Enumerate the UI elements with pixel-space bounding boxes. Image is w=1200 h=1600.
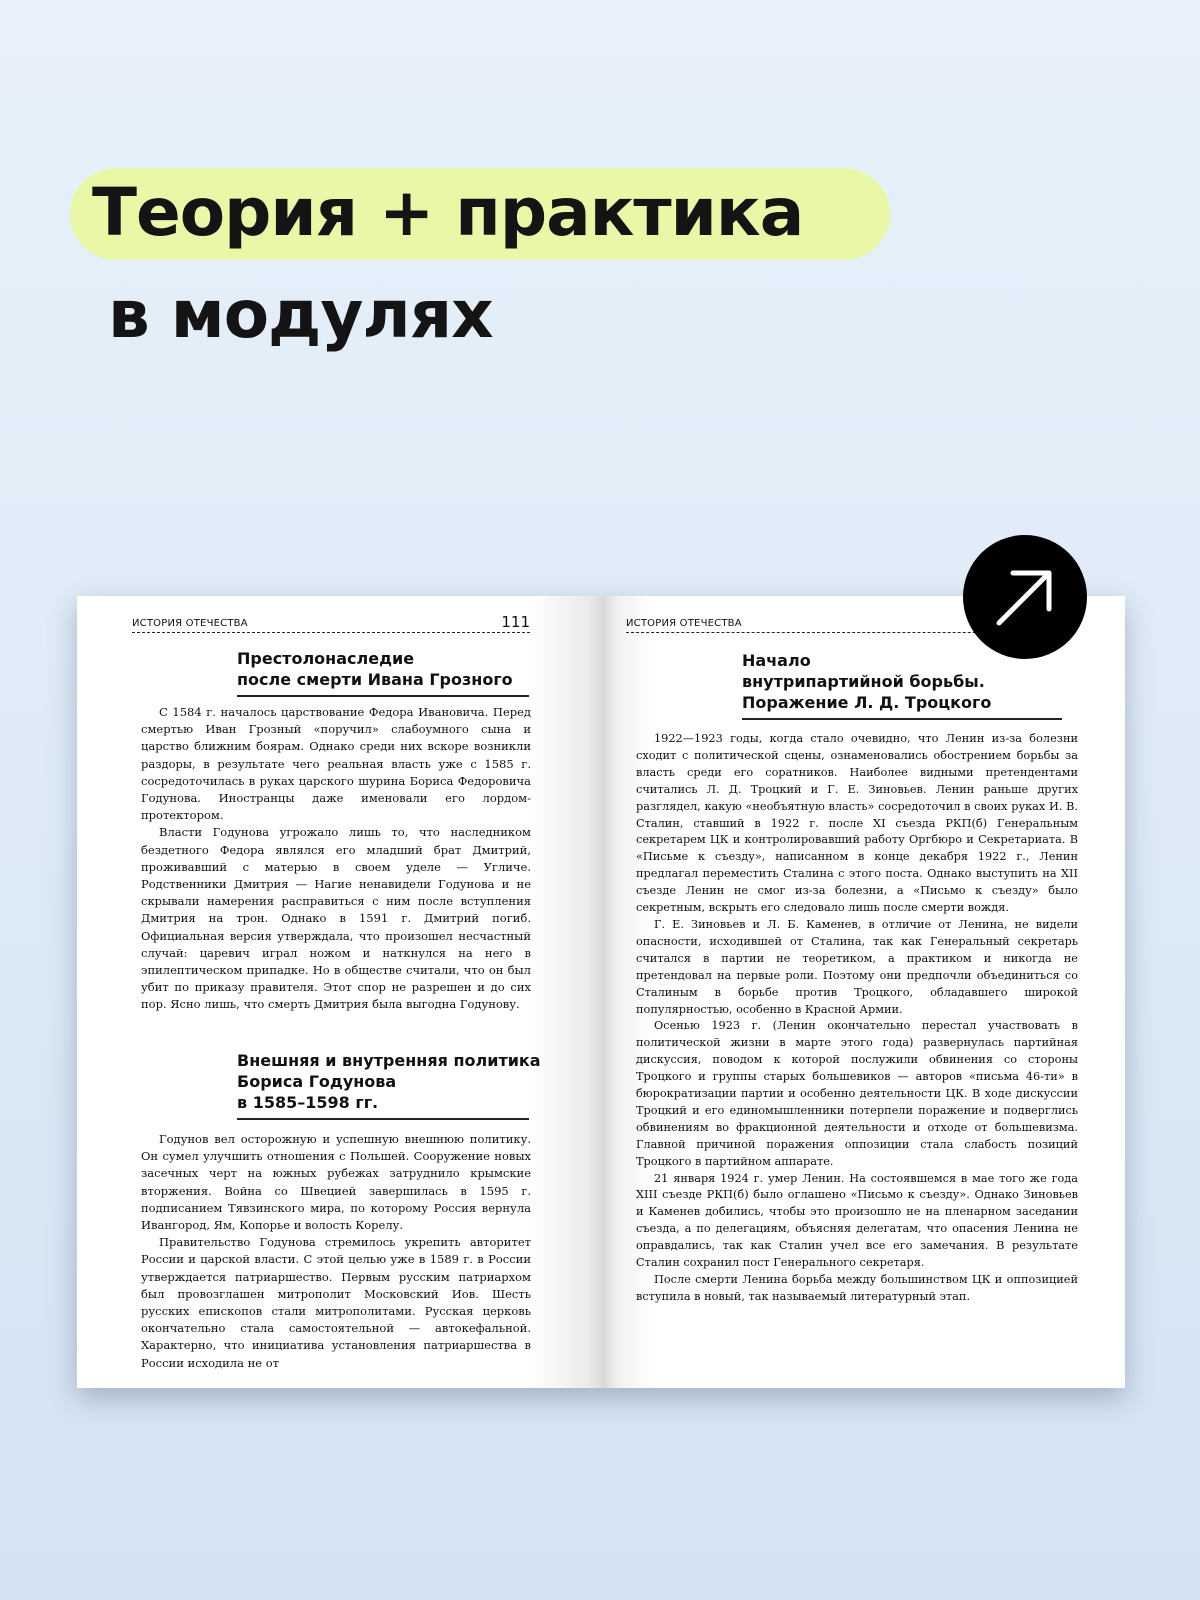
section-title-godunov-policy [237,1050,541,1120]
title-line: внутрипартийной борьбы. [742,672,985,691]
running-head-title: ИСТОРИЯ ОТЕЧЕСТВА [626,618,742,629]
section-title-party-struggle [742,650,1062,720]
section-body-party-struggle [636,731,1078,1306]
title-line: Бориса Годунова [237,1072,397,1091]
arrow-up-right-icon [991,563,1059,631]
open-link-button[interactable] [963,535,1087,659]
running-head-title: ИСТОРИЯ ОТЕЧЕСТВА [132,618,248,629]
title-line: Внешняя и внутренняя политика [237,1051,541,1070]
paragraph: Правительство Годунова стремилось укрепить авторитет России и царской власти. С этой целью уже в 1589 г. в России утверждается патриаршество. Первым русским патриархом был провозглашен митрополит Московский Иов. Шесть русских епископов стали митрополитами. Русская церковь окончательно стала самостоятельной — автокефальной. Характерно, что инициатива установления патриаршества в России исходила не от [141,1235,531,1370]
paragraph: Годунов вел осторожную и успешную внешнюю политику. Он сумел улучшить отношения с Польшей. Сооружение новых засечных черт на южных рубежах затруднило крымские вторжения. Война со Швецией завершилась в 1595 г. подписанием Тявзинского мира, по которому Россия вернула Ивангород, Ям, Копорье и волость Корелу. [141,1132,531,1233]
paragraph: 21 января 1924 г. умер Ленин. На состоявшемся в мае того же года XIII съезде РКП(б) было оглашено «Письмо к съезду». Однако Зиновьев и Каменев добились, чтобы это произошло не на пленарном заседании съезда, а по делегациям, объясняя делегатам, что опасения Ленина не оправдались, так как Сталин учел все его замечания. В результате Сталин сохранил пост Генерального секретаря. [636,1171,1078,1270]
right-page [602,596,1125,1388]
headline-line-1: Теория + практика [92,174,804,251]
paragraph: С 1584 г. началось царствование Федора Ивановича. Перед смертью Иван Грозный «поручил» слабоумного сына и царство ближним боярам. Однако среди них вскоре возникли раздоры, в результате чего реальная власть уже с 1585 г. сосредоточилась в руках царского шурина Бориса Федоровича Годунова. Иностранцы даже именовали его лордом-протектором. [141,705,531,823]
paragraph: Г. Е. Зиновьев и Л. Б. Каменев, в отличие от Ленина, не видели опасности, исходившей от Сталина, так как Генеральный секретарь считался в партии не теоретиком, а практиком и никогда не претендовал на первые роли. Поэтому они предпочли объединиться со Сталиным в борьбе против Троцкого, обладавшего широкой популярностью, особенно в Красной Армии. [636,917,1078,1016]
paragraph: Власти Годунова угрожало лишь то, что наследником бездетного Федора являлся его младший брат Дмитрий, проживавший с матерью в своем уделе — Угличе. Родственники Дмитрия — Нагие ненавидели Годунова и не скрывали намерения расправиться с ним после вступления Дмитрия на трон. Однако в 1591 г. Дмитрий погиб. Официальная версия утверждала, что произошел несчастный случай: царевич играл ножом и наткнулся на него в эпилептическом припадке. Но в обществе считали, что он был убит по приказу правителя. Этот спор не разрешен и до сих пор. Ясно лишь, что смерть Дмитрия была выгодна Годунову. [141,825,531,1012]
headline-highlight [70,168,890,260]
title-line: в 1585–1598 гг. [237,1093,379,1112]
paragraph: После смерти Ленина борьба между большинством ЦК и оппозицией вступила в новый, так называемый литературный этап. [636,1273,1078,1303]
paragraph: 1922—1923 годы, когда стало очевидно, что Ленин из-за болезни сходит с политической сцены, ознаменовались обострением борьбы за власть среди его соратников. Наиболее видными претендентами считались Л. Д. Троцкий и Г. Е. Зиновьев. Ленин раньше других разглядел, какую «необъятную власть» сосредоточил в своих руках И. В. Сталин, ставший в 1922 г. после XI съезда РКП(б) Генеральным секретарем ЦК и контролировавший работу Оргбюро и Секретариата. В «Письме к съезду», написанном в конце декабря 1922 г., Ленин предлагал переместить Сталина с этого поста. Однако выступить на XII съезде Ленин не смог из-за болезни, а «Письмо к съезду» было секретным, вскрыть его следовало лишь после смерти вождя. [636,732,1078,915]
section-title-succession [237,648,529,697]
title-line: Начало [742,651,811,670]
section-body-godunov-policy [141,1131,531,1372]
title-line: Поражение Л. Д. Троцкого [742,693,992,712]
paragraph: Осенью 1923 г. (Ленин окончательно перестал участвовать в политической жизни в марте этого года) развернулась партийная дискуссия, поводом к которой послужили обвинения со стороны Троцкого и группы старых большевиков — авторов «письма 46-ти» в бюрократизации партии и особенно деятельности ЦК. В ходе дискуссии Троцкий и его единомышленники потерпели поражение и подверглись обвинениям во фракционной деятельности и отходе от большевизма. Главной причиной поражения оппозиции стала слабость позиций Троцкого в партийном аппарате. [636,1019,1078,1168]
open-book [77,596,1125,1388]
page-number: 111 [501,613,530,631]
running-head-left [132,610,530,633]
title-line: после смерти Ивана Грозного [237,670,513,689]
headline-line-2: в модулях [108,276,493,353]
title-line: Престолонаследие [237,649,415,668]
section-body-succession [141,704,531,1014]
left-page [77,596,602,1388]
